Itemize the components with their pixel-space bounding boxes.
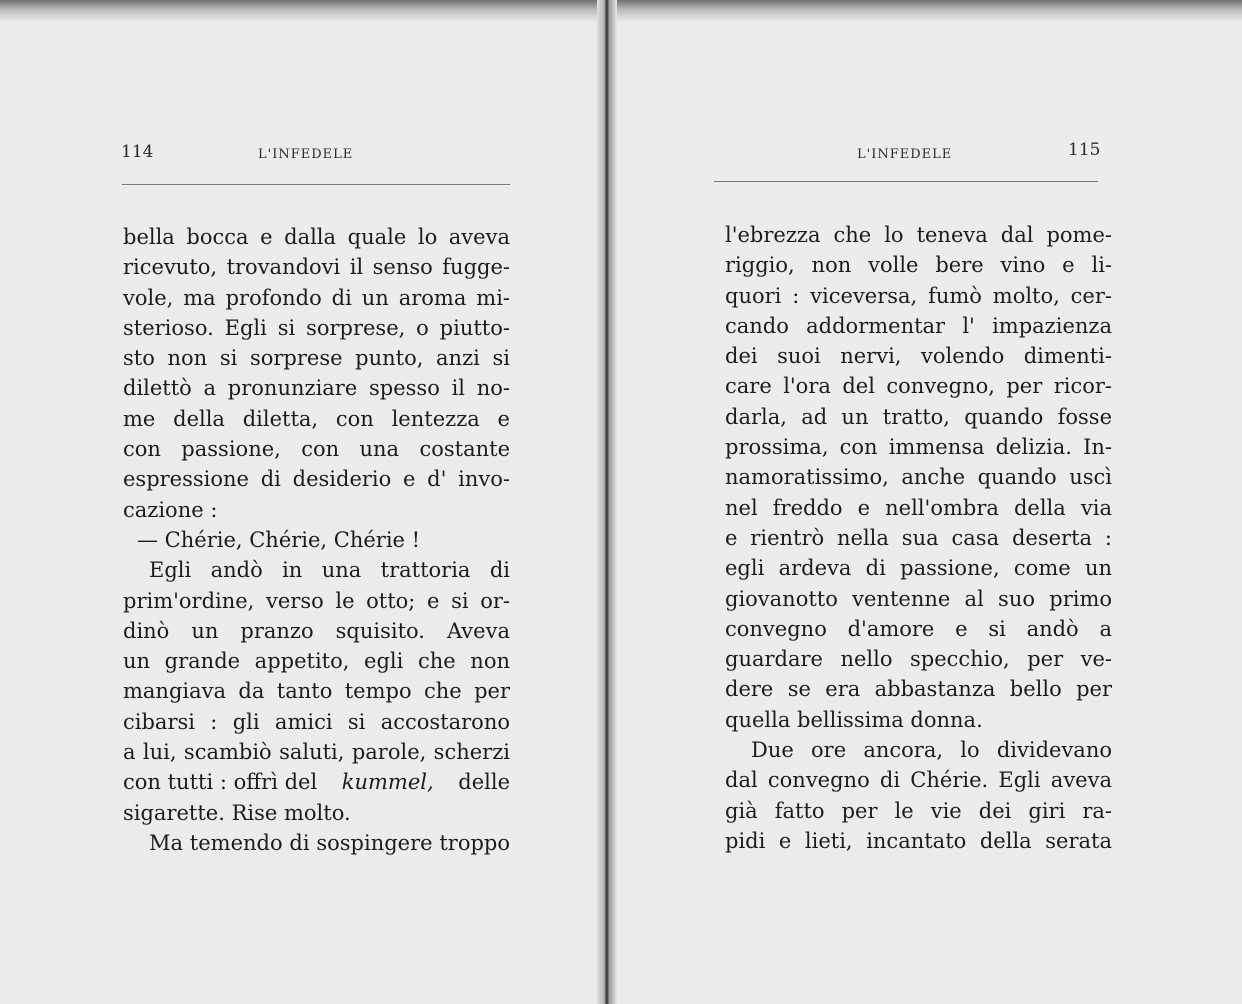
- text-line: vole, ma profondo di un aroma mi-: [123, 285, 510, 310]
- text-line: riggio, non volle bere vino e li-: [725, 253, 1112, 278]
- text-line: cazione :: [123, 497, 218, 522]
- text-line: cando addormentar l' impazienza: [725, 313, 1112, 338]
- right-running-title: L'INFEDELE: [857, 147, 953, 162]
- dialogue-line: — Chérie, Chérie, Chérie !: [137, 527, 421, 552]
- text-line: dilettò a pronunziare spesso il no-: [123, 376, 510, 401]
- text-line: convegno d'amore e si andò a: [725, 616, 1112, 641]
- text-line: sto non si sorprese punto, anzi si: [123, 346, 510, 371]
- text-line: a lui, scambiò saluti, parole, scherzi: [123, 740, 510, 765]
- right-page: [617, 0, 1242, 1004]
- left-page-number: 114: [121, 142, 154, 162]
- left-header-rule: [122, 184, 510, 185]
- text-line: ricevuto, trovandovi il senso fugge-: [123, 255, 510, 280]
- text-line: care l'ora del convegno, per ricor-: [725, 374, 1112, 399]
- text-line: bella bocca e dalla quale lo aveva: [123, 225, 510, 249]
- text-line: quori : viceversa, fumò molto, cer-: [725, 283, 1112, 308]
- text-line: namoratissimo, anche quando uscì: [725, 465, 1112, 490]
- text-line: prossima, con immensa delizia. In-: [725, 435, 1112, 460]
- text-line: giovanotto ventenne al suo primo: [725, 586, 1112, 611]
- text-line: nel freddo e nell'ombra della via: [725, 495, 1112, 520]
- text-segment: delle: [458, 770, 510, 795]
- text-line: dere se era abbastanza bello per: [725, 677, 1112, 702]
- text-line: me della diletta, con lentezza e: [123, 406, 510, 431]
- text-line: prim'ordine, verso le otto; e si or-: [123, 588, 510, 613]
- text-line: cibarsi : gli amici si accostarono: [123, 709, 510, 734]
- text-line: dei suoi nervi, volendo dimenti-: [725, 344, 1112, 369]
- book-gutter: [597, 0, 617, 1004]
- left-running-title: L'INFEDELE: [258, 147, 354, 162]
- text-line: quella bellissima donna.: [725, 707, 983, 732]
- paragraph-start-line: Ma temendo di sospingere troppo: [149, 830, 510, 855]
- text-line: mangiava da tanto tempo che per: [123, 679, 510, 704]
- left-page: [0, 0, 597, 1004]
- text-line: dinò un pranzo squisito. Aveva: [123, 618, 510, 643]
- text-line: e rientrò nella sua casa deserta :: [725, 525, 1112, 550]
- right-page-text: [725, 220, 1112, 856]
- text-line: guardare nello specchio, per ve-: [725, 647, 1112, 672]
- text-line: sterioso. Egli si sorprese, o piutto-: [123, 315, 510, 340]
- text-line: l'ebrezza che lo teneva dal pome-: [725, 223, 1112, 247]
- paragraph-start-line: Due ore ancora, lo dividevano: [751, 738, 1112, 763]
- text-line: espressione di desiderio e d' invo-: [123, 467, 510, 492]
- text-line: darla, ad un tratto, quando fosse: [725, 404, 1112, 429]
- paragraph-start-line: Egli andò in una trattoria di: [149, 558, 510, 583]
- left-page-text: [123, 222, 510, 858]
- text-segment: con tutti : offrì del: [123, 770, 318, 795]
- text-line: sigarette. Rise molto.: [123, 800, 351, 825]
- text-line: con passione, con una costante: [123, 437, 510, 462]
- text-line: già fatto per le vie dei giri ra-: [725, 798, 1112, 823]
- text-line: un grande appetito, egli che non: [123, 649, 510, 674]
- text-line: pidi e lieti, incantato della serata: [725, 828, 1112, 853]
- italic-word: kummel,: [341, 770, 434, 795]
- text-line: egli ardeva di passione, come un: [725, 556, 1112, 581]
- right-page-number: 115: [1068, 140, 1101, 160]
- text-line: dal convegno di Chérie. Egli aveva: [725, 768, 1112, 793]
- text-line-with-italic: [123, 767, 510, 797]
- right-header-rule: [714, 181, 1098, 182]
